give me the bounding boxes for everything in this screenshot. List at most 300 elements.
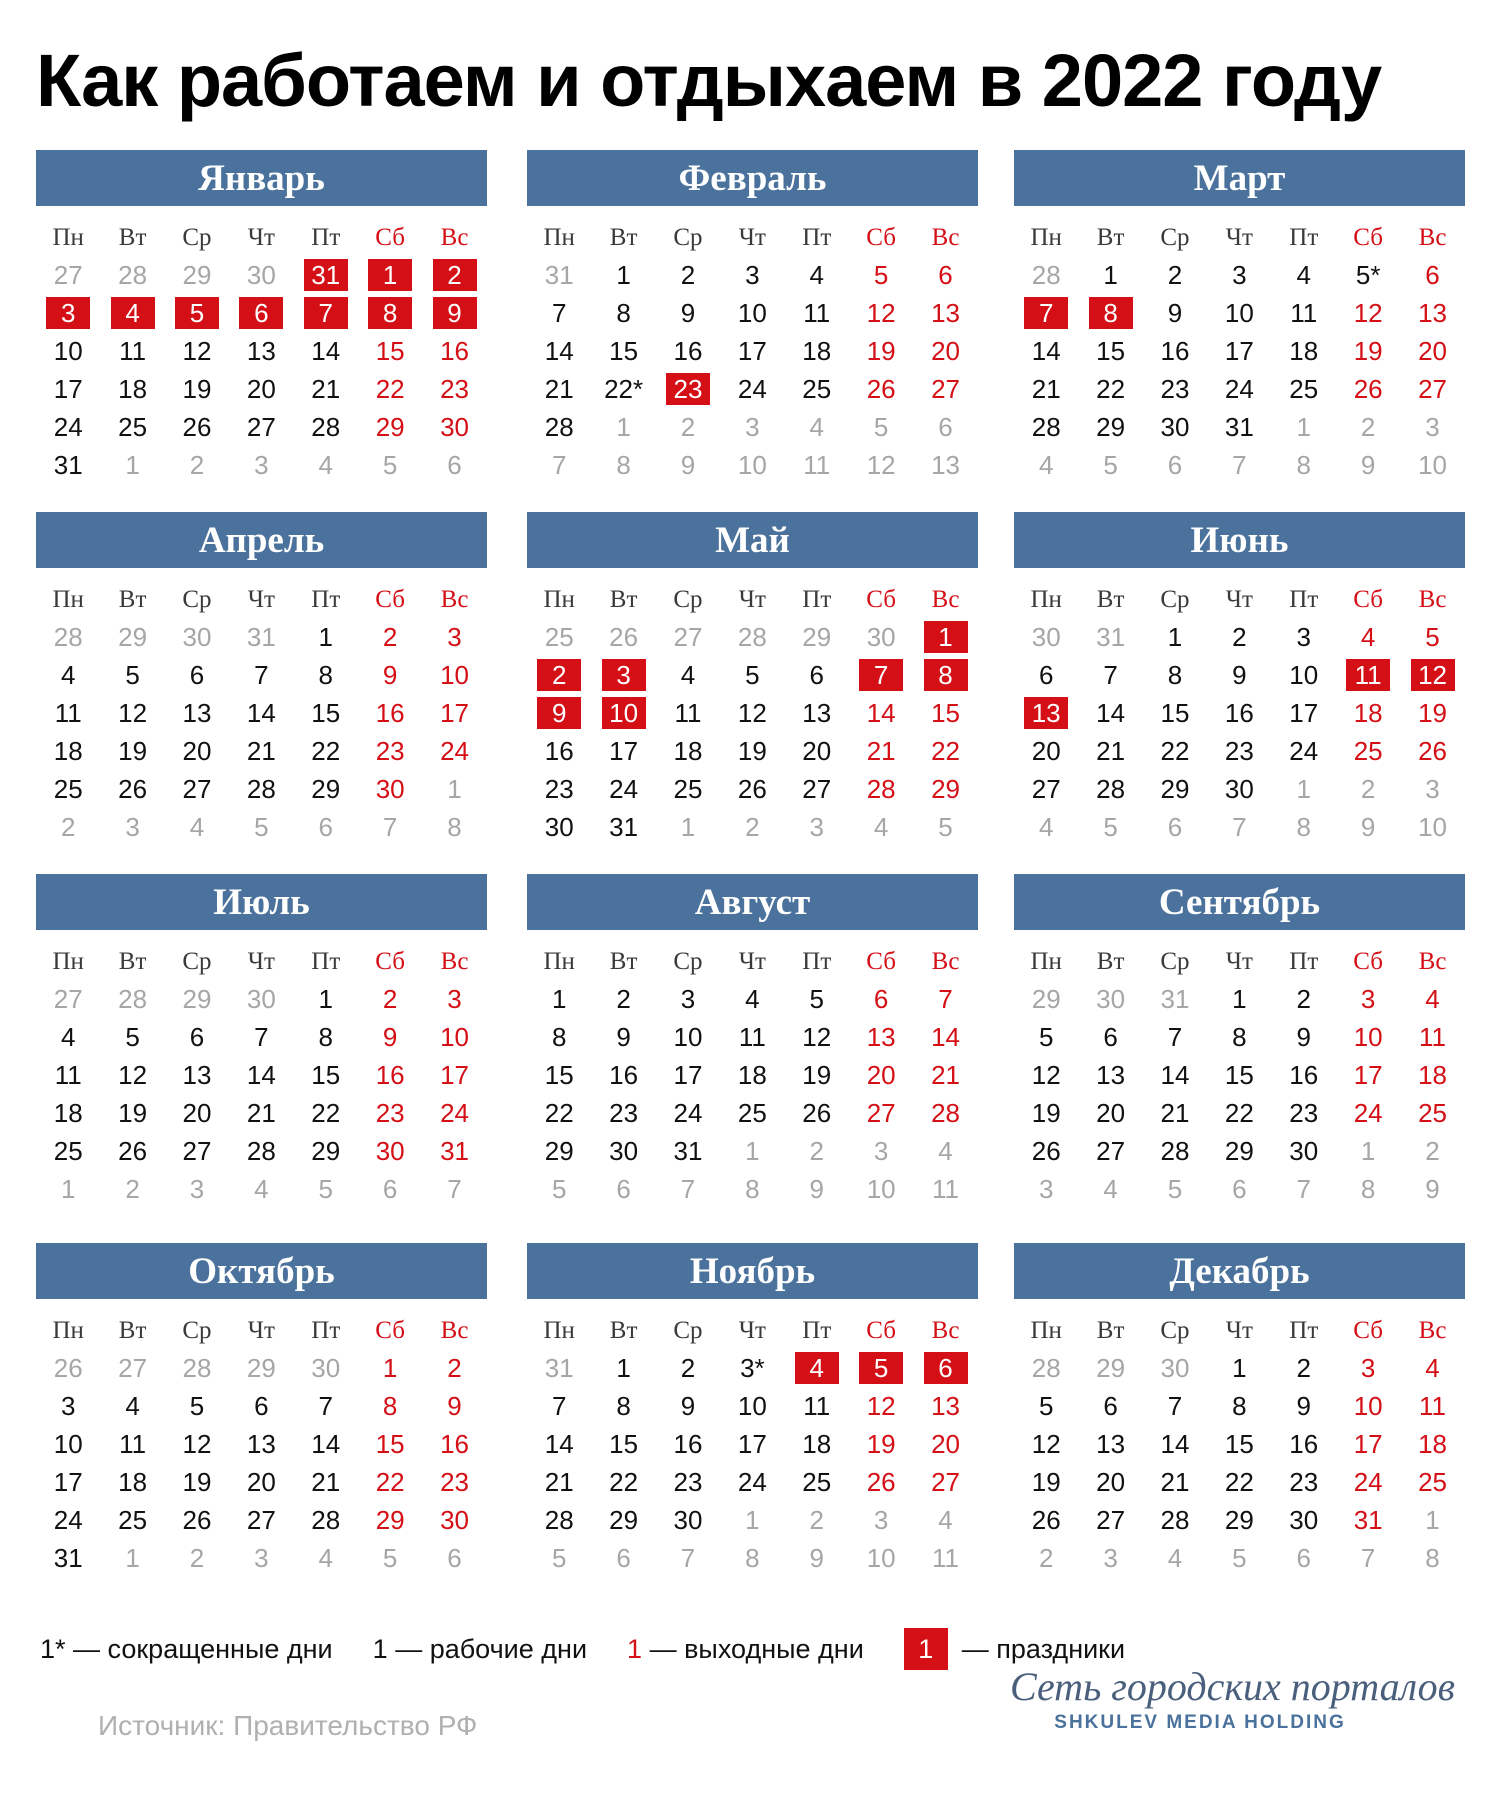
weekday-label: Ср: [1160, 223, 1190, 251]
weekday-label: Ср: [182, 223, 212, 251]
day-cell-other-month: 6: [938, 412, 953, 442]
weekday-label: Пн: [52, 585, 84, 613]
day-cell: 14: [1160, 1429, 1190, 1459]
weekday-label: Чт: [247, 585, 275, 613]
day-cell-other-month: 7: [1232, 450, 1247, 480]
day-cell-weekend: 24: [440, 736, 469, 766]
legend-work-mark: 1: [372, 1633, 388, 1664]
day-cell-holiday: 5: [849, 1349, 913, 1387]
day-cell-weekend: 18: [1353, 698, 1383, 728]
day-cell-other-month: 4: [1167, 1543, 1183, 1573]
day-cell: 21: [246, 1098, 276, 1128]
day-cell-weekend: 6: [1425, 260, 1440, 290]
day-cell: 21: [246, 736, 276, 766]
day-cell: 31: [1224, 412, 1254, 442]
day-cell-other-month: 1: [60, 1174, 76, 1204]
day-cell-other-month: 3: [125, 812, 140, 842]
day-cell: 20: [246, 1467, 276, 1497]
day-cell: 29: [609, 1505, 639, 1535]
weekday-label: Вс: [931, 1316, 960, 1344]
week-row: [36, 1349, 487, 1387]
weekday-label: Чт: [738, 223, 766, 251]
day-cell: 18: [1289, 336, 1319, 366]
weekday-label: Вт: [118, 585, 147, 613]
day-cell: 5*: [1355, 260, 1381, 290]
week-row: [527, 408, 978, 446]
day-cell-other-month: 8: [1296, 450, 1311, 480]
day-cell: 14: [1096, 698, 1126, 728]
week-row: [1014, 656, 1465, 694]
day-cell: 27: [1096, 1505, 1126, 1535]
week-row: [1014, 332, 1465, 370]
week-row: [36, 618, 487, 656]
weekday-label: Сб: [375, 1316, 405, 1344]
weekday-label: Пт: [311, 947, 341, 975]
day-cell-other-month: 2: [680, 412, 696, 442]
day-cell-holiday: 8: [358, 294, 422, 332]
day-cell: 26: [182, 412, 212, 442]
day-cell-other-month: 5: [551, 1543, 567, 1573]
day-cell-weekend: 18: [1418, 1060, 1447, 1090]
day-cell: 1: [318, 984, 333, 1014]
day-cell: 29: [1096, 412, 1126, 442]
legend-work-label: — рабочие дни: [395, 1633, 588, 1664]
day-cell: 24: [53, 412, 83, 442]
week-row: [36, 1425, 487, 1463]
day-cell-other-month: 5: [254, 812, 269, 842]
day-cell-holiday: 4: [100, 294, 164, 332]
week-row: [1014, 694, 1465, 732]
week-row: [1014, 770, 1465, 808]
day-cell: 28: [246, 1136, 276, 1166]
day-cell: 29: [311, 1136, 341, 1166]
weekday-label: Пн: [543, 585, 575, 613]
week-row: [36, 1463, 487, 1501]
day-cell-weekend: 4: [1425, 1353, 1440, 1383]
day-cell: 13: [1096, 1060, 1126, 1090]
day-cell-weekend: 26: [866, 1467, 896, 1497]
week-row: [36, 656, 487, 694]
day-cell-other-month: 28: [118, 984, 148, 1014]
weekday-label: Пн: [1030, 223, 1062, 251]
week-row: [527, 446, 978, 484]
day-cell: 5: [1038, 1391, 1054, 1421]
day-cell: 25: [802, 374, 832, 404]
day-cell: 11: [54, 698, 82, 728]
day-cell: 13: [246, 1429, 276, 1459]
week-row: [527, 1094, 978, 1132]
day-cell: 3: [680, 984, 696, 1014]
weekday-label: Пн: [52, 947, 84, 975]
day-cell: 1: [1103, 260, 1118, 290]
day-cell-other-month: 6: [1296, 1543, 1311, 1573]
day-cell-other-month: 4: [1103, 1174, 1118, 1204]
month-block: [36, 1243, 487, 1577]
weekday-label: Вс: [440, 223, 469, 251]
weekday-label: Сб: [866, 947, 896, 975]
day-cell: 27: [246, 412, 276, 442]
day-cell-weekend: 22: [375, 374, 405, 404]
weekday-label: Сб: [866, 585, 896, 613]
day-cell: 22: [311, 1098, 341, 1128]
day-cell: 15: [609, 1429, 639, 1459]
week-row: [1014, 1501, 1465, 1539]
weekday-label: Пт: [1289, 1316, 1319, 1344]
day-cell-other-month: 31: [544, 260, 574, 290]
day-cell-other-month: 30: [1160, 1353, 1190, 1383]
day-cell-other-month: 30: [182, 622, 212, 652]
day-cell-weekend: 14: [866, 698, 896, 728]
day-cell: 28: [311, 1505, 341, 1535]
week-row: [36, 1501, 487, 1539]
weekday-label: Пн: [52, 1316, 84, 1344]
week-row: [527, 1349, 978, 1387]
weekday-label: Пт: [802, 947, 832, 975]
day-cell-holiday: 8: [913, 656, 977, 694]
day-cell: 4: [809, 260, 824, 290]
day-cell: 18: [53, 1098, 83, 1128]
day-cell: 1: [1232, 984, 1247, 1014]
day-cell-other-month: 5: [551, 1174, 567, 1204]
day-cell-weekend: 19: [866, 1429, 896, 1459]
day-cell-weekend: 3: [1360, 1353, 1376, 1383]
day-cell-other-month: 7: [1296, 1174, 1311, 1204]
weekday-label: Пт: [1289, 223, 1319, 251]
day-cell: 25: [673, 774, 703, 804]
weekday-row: [527, 942, 978, 980]
day-cell: 30: [1289, 1505, 1319, 1535]
day-cell: 11: [54, 1060, 82, 1090]
day-cell: 17: [737, 1429, 767, 1459]
weekday-label: Чт: [1225, 585, 1253, 613]
day-cell: 29: [311, 774, 341, 804]
day-cell-holiday: 3: [591, 656, 655, 694]
week-row: [527, 294, 978, 332]
day-cell: 2: [1167, 260, 1183, 290]
day-cell-holiday: 8: [1078, 294, 1142, 332]
day-cell-weekend: 10: [440, 1022, 469, 1052]
day-cell-other-month: 5: [318, 1174, 333, 1204]
weekday-label: Пн: [543, 947, 575, 975]
day-cell-weekend: 12: [866, 298, 896, 328]
week-row: [527, 694, 978, 732]
weekday-label: Вс: [1418, 223, 1447, 251]
day-cell-holiday: 5: [165, 294, 229, 332]
day-cell: 22*: [604, 374, 644, 404]
day-cell: 9: [1296, 1391, 1311, 1421]
legend: [40, 1628, 1165, 1670]
day-cell-other-month: 3: [745, 412, 760, 442]
page-title: Как работаем и отдыхаем в 2022 году: [36, 39, 1382, 122]
day-cell: 7: [254, 660, 269, 690]
day-cell-other-month: 4: [938, 1505, 953, 1535]
day-cell-other-month: 10: [866, 1543, 896, 1573]
day-cell: 18: [673, 736, 703, 766]
day-cell: 31: [53, 1543, 83, 1573]
weekday-label: Сб: [866, 1316, 896, 1344]
day-cell-other-month: 4: [938, 1136, 953, 1166]
weekday-row: [1014, 1311, 1465, 1349]
day-cell-weekend: 26: [1353, 374, 1383, 404]
month-block: [527, 150, 978, 484]
week-row: [1014, 732, 1465, 770]
day-cell: 8: [1167, 660, 1183, 690]
day-cell: 15: [1160, 698, 1190, 728]
day-cell-weekend: 30: [440, 1505, 469, 1535]
day-cell-holiday: 10: [591, 694, 655, 732]
day-cell: 19: [802, 1060, 832, 1090]
day-cell: 2: [1296, 1353, 1311, 1383]
day-cell: 25: [737, 1098, 767, 1128]
weekday-row: [36, 580, 487, 618]
day-cell-other-month: 30: [1031, 622, 1061, 652]
day-cell-weekend: 25: [1418, 1098, 1447, 1128]
day-cell-weekend: 30: [375, 774, 405, 804]
week-row: [1014, 1349, 1465, 1387]
day-cell-weekend: 20: [931, 336, 960, 366]
day-cell: 20: [1096, 1467, 1126, 1497]
legend-weekend-label: — выходные дни: [649, 1633, 864, 1664]
day-cell: 28: [544, 1505, 574, 1535]
week-row: [527, 770, 978, 808]
day-cell: 21: [311, 374, 341, 404]
month-header: Декабрь: [1014, 1243, 1465, 1299]
day-cell: 2: [1296, 984, 1311, 1014]
weekday-label: Вс: [440, 585, 469, 613]
legend-work-days: [373, 1634, 587, 1665]
day-cell: 9: [1296, 1022, 1311, 1052]
day-cell: 25: [53, 1136, 83, 1166]
day-cell-other-month: 5: [1232, 1543, 1247, 1573]
day-cell-other-month: 1: [447, 774, 462, 804]
day-cell: 4: [60, 1022, 76, 1052]
day-cell-other-month: 3: [873, 1136, 889, 1166]
day-cell-weekend: 2: [447, 1353, 462, 1383]
week-row: [527, 980, 978, 1018]
day-cell-holiday: 7: [849, 656, 913, 694]
day-cell: 8: [1232, 1391, 1247, 1421]
day-cell-other-month: 10: [866, 1174, 896, 1204]
day-cell-other-month: 7: [680, 1543, 696, 1573]
weekday-label: Пт: [802, 1316, 832, 1344]
week-row: [527, 1425, 978, 1463]
day-cell-weekend: 26: [866, 374, 896, 404]
day-cell: 18: [802, 336, 832, 366]
week-row: [527, 1132, 978, 1170]
week-row: [36, 980, 487, 1018]
day-cell-weekend: 8: [382, 1391, 398, 1421]
day-cell-other-month: 6: [616, 1543, 631, 1573]
day-cell: 5: [189, 1391, 205, 1421]
day-cell: 23: [609, 1098, 639, 1128]
day-cell-weekend: 16: [440, 1429, 469, 1459]
day-cell: 14: [311, 336, 341, 366]
week-row: [527, 1387, 978, 1425]
day-cell: 17: [53, 1467, 83, 1497]
legend-short-days: [40, 1634, 333, 1665]
day-cell-other-month: 3: [254, 450, 269, 480]
weekday-label: Сб: [375, 223, 405, 251]
day-cell: 5: [809, 984, 824, 1014]
day-cell-other-month: 8: [616, 450, 631, 480]
day-cell: 15: [1096, 336, 1126, 366]
day-cell-other-month: 3: [873, 1505, 889, 1535]
day-cell: 24: [1224, 374, 1254, 404]
day-cell: 30: [609, 1136, 639, 1166]
weekday-label: Вс: [1418, 1316, 1447, 1344]
day-cell-weekend: 19: [866, 336, 896, 366]
day-cell-weekend: 31: [1353, 1505, 1383, 1535]
week-row: [1014, 446, 1465, 484]
weekday-label: Вс: [931, 585, 960, 613]
day-cell: 10: [1289, 660, 1319, 690]
day-cell: 11: [1290, 298, 1318, 328]
day-cell-weekend: 12: [1353, 298, 1383, 328]
day-cell-weekend: 13: [931, 298, 960, 328]
day-cell: 29: [1160, 774, 1190, 804]
day-cell-other-month: 7: [680, 1174, 696, 1204]
day-cell-other-month: 4: [873, 812, 889, 842]
month-header: Август: [527, 874, 978, 930]
week-row: [1014, 370, 1465, 408]
day-cell: 4: [745, 984, 760, 1014]
legend-weekend-mark: 1: [627, 1633, 643, 1664]
day-cell: 14: [311, 1429, 341, 1459]
weekday-label: Пн: [543, 223, 575, 251]
day-cell: 27: [182, 774, 212, 804]
day-cell: 24: [1289, 736, 1319, 766]
source-note: Источник: Правительство РФ: [98, 1710, 478, 1741]
weekday-label: Пн: [52, 223, 84, 251]
month-header: Февраль: [527, 150, 978, 206]
weekday-label: Вт: [609, 585, 638, 613]
day-cell: 9: [680, 298, 696, 328]
weekday-label: Пт: [311, 585, 341, 613]
day-cell-other-month: 30: [311, 1353, 341, 1383]
day-cell-weekend: 3: [447, 622, 462, 652]
day-cell: 28: [1096, 774, 1126, 804]
weekday-label: Вт: [1096, 223, 1125, 251]
day-cell-weekend: 22: [931, 736, 960, 766]
day-cell-other-month: 1: [125, 450, 140, 480]
weekday-label: Ср: [182, 585, 212, 613]
day-cell-weekend: 5: [873, 260, 889, 290]
day-cell: 13: [802, 698, 832, 728]
day-cell-weekend: 25: [1418, 1467, 1447, 1497]
day-cell: 20: [182, 1098, 212, 1128]
day-cell: 25: [53, 774, 83, 804]
weekday-label: Пт: [311, 223, 341, 251]
day-cell: 18: [802, 1429, 832, 1459]
week-row: [1014, 1170, 1465, 1208]
month-block: [1014, 512, 1465, 846]
day-cell-weekend: 31: [440, 1136, 469, 1166]
day-cell: 10: [53, 336, 83, 366]
day-cell-holiday: 9: [527, 694, 591, 732]
day-cell-weekend: 4: [1360, 622, 1376, 652]
day-cell-other-month: 5: [1103, 812, 1118, 842]
weekday-row: [527, 1311, 978, 1349]
day-cell-other-month: 3: [1038, 1174, 1054, 1204]
day-cell-other-month: 28: [1031, 1353, 1061, 1383]
day-cell-other-month: 1: [680, 812, 696, 842]
day-cell: 9: [1232, 660, 1247, 690]
day-cell-other-month: 8: [745, 1174, 760, 1204]
day-cell-weekend: 5: [1425, 622, 1440, 652]
weekday-row: [1014, 218, 1465, 256]
day-cell: 11: [119, 336, 147, 366]
day-cell: 15: [544, 1060, 574, 1090]
day-cell: 28: [1160, 1505, 1190, 1535]
day-cell-other-month: 30: [866, 622, 896, 652]
day-cell-weekend: 17: [440, 698, 469, 728]
day-cell: 16: [1224, 698, 1254, 728]
day-cell: 5: [125, 660, 140, 690]
day-cell-other-month: 3: [809, 812, 824, 842]
day-cell-other-month: 6: [616, 1174, 631, 1204]
weekday-label: Ср: [1160, 947, 1190, 975]
day-cell: 20: [1031, 736, 1061, 766]
day-cell-other-month: 31: [1096, 622, 1126, 652]
day-cell-other-month: 5: [938, 812, 953, 842]
day-cell: 1: [551, 984, 567, 1014]
weekday-label: Вт: [1096, 585, 1125, 613]
day-cell-weekend: 2: [382, 984, 398, 1014]
day-cell-other-month: 4: [254, 1174, 269, 1204]
day-cell-other-month: 1: [1360, 1136, 1376, 1166]
week-row: [1014, 1132, 1465, 1170]
week-row: [527, 1056, 978, 1094]
day-cell: 12: [737, 698, 767, 728]
month-block: [527, 874, 978, 1208]
day-cell: 18: [118, 374, 148, 404]
day-cell: 14: [246, 698, 276, 728]
day-cell: 23: [1289, 1098, 1319, 1128]
day-cell-weekend: 15: [931, 698, 960, 728]
day-cell-weekend: 24: [440, 1098, 469, 1128]
day-cell-other-month: 26: [609, 622, 639, 652]
day-cell-weekend: 20: [866, 1060, 896, 1090]
weekday-label: Пт: [1289, 947, 1319, 975]
day-cell: 24: [609, 774, 639, 804]
day-cell: 15: [311, 1060, 341, 1090]
weekday-label: Чт: [1225, 1316, 1253, 1344]
day-cell: 27: [246, 1505, 276, 1535]
day-cell: 12: [1031, 1060, 1061, 1090]
day-cell-weekend: 16: [375, 698, 405, 728]
day-cell: 19: [182, 1467, 212, 1497]
day-cell: 24: [737, 374, 767, 404]
day-cell-other-month: 11: [932, 1543, 960, 1573]
weekday-label: Ср: [182, 947, 212, 975]
month-header: Июль: [36, 874, 487, 930]
day-cell-other-month: 11: [932, 1174, 960, 1204]
day-cell-weekend: 3: [447, 984, 462, 1014]
weekday-label: Вт: [118, 1316, 147, 1344]
day-cell-holiday: 13: [1014, 694, 1078, 732]
day-cell-weekend: 13: [866, 1022, 896, 1052]
week-row: [1014, 618, 1465, 656]
day-cell: 13: [182, 1060, 212, 1090]
day-cell: 26: [182, 1505, 212, 1535]
weekday-label: Чт: [738, 585, 766, 613]
day-cell-weekend: 18: [1418, 1429, 1447, 1459]
day-cell: 12: [802, 1022, 832, 1052]
day-cell-weekend: 15: [375, 1429, 405, 1459]
weekday-label: Чт: [1225, 223, 1253, 251]
day-cell: 7: [254, 1022, 269, 1052]
day-cell: 31: [609, 812, 639, 842]
